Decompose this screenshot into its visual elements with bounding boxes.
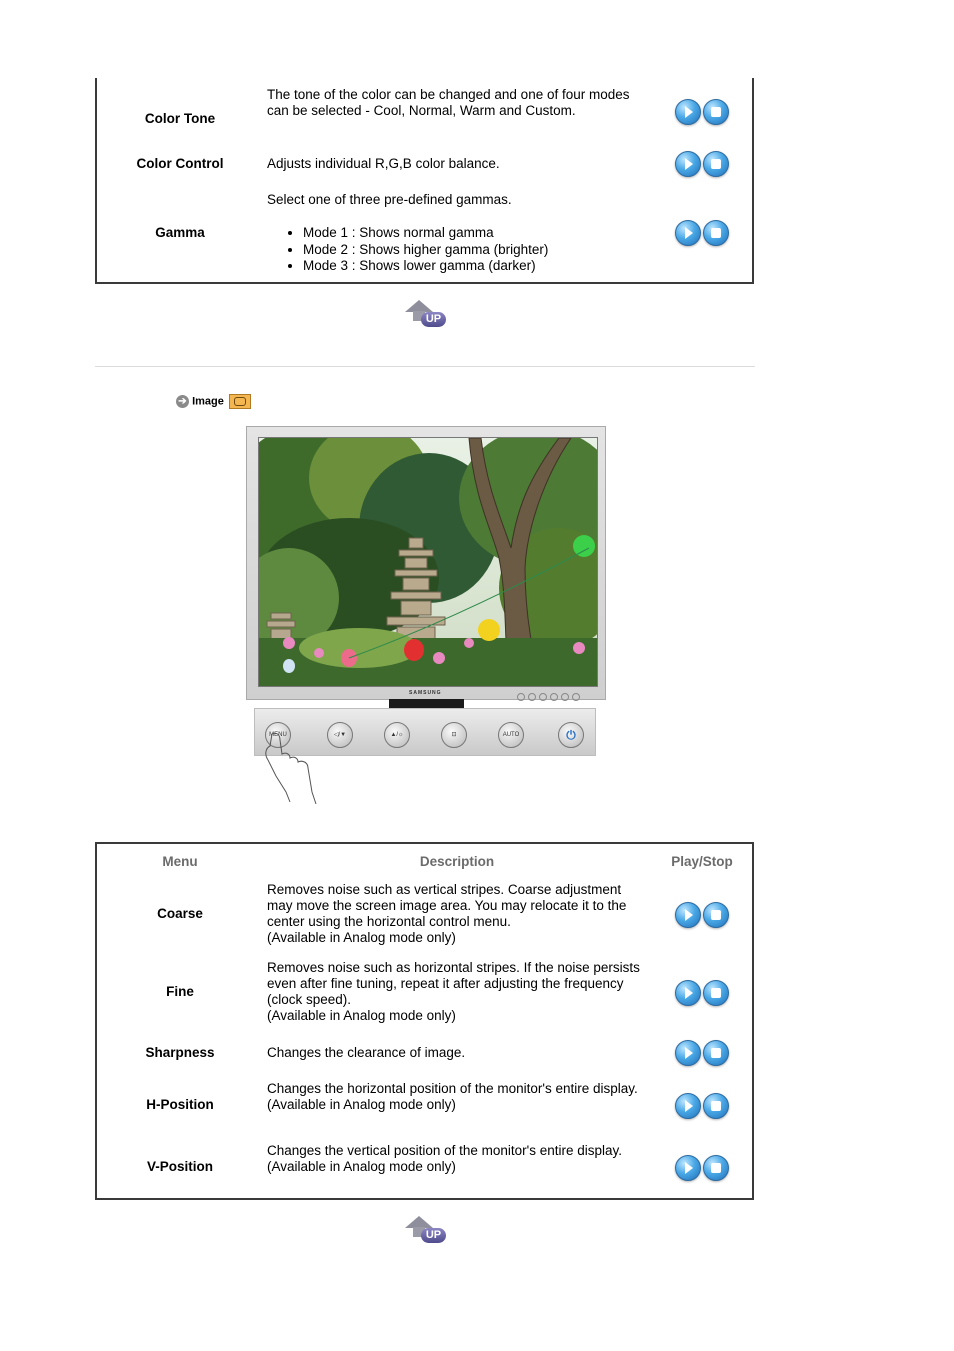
availability-note: (Available in Analog mode only): [267, 1008, 456, 1023]
description: The tone of the color can be changed and one of four modes can be selected - Cool, Normal, Warm and Custom.: [267, 87, 630, 118]
play-icon[interactable]: [675, 902, 701, 928]
list-item: • Mode 1 : Shows normal gamma: [303, 225, 647, 242]
description: Removes noise such as horizontal stripes. If the noise persists even after fine tuning, repeat it after adjusting the frequency (clock speed).: [267, 960, 640, 1007]
description-block: [267, 960, 647, 1024]
list-item: • Mode 3 : Shows lower gamma (darker): [303, 258, 647, 275]
stop-icon[interactable]: [703, 1093, 729, 1119]
stop-icon[interactable]: [703, 151, 729, 177]
play-stop-controls: [675, 902, 735, 930]
play-stop-controls: [675, 220, 735, 248]
column-header-menu: Menu: [162, 854, 198, 869]
play-icon[interactable]: [675, 1040, 701, 1066]
description: Select one of three pre-defined gammas.: [267, 192, 512, 207]
menu-label: Gamma: [155, 225, 205, 240]
stop-icon[interactable]: [703, 99, 729, 125]
play-stop-controls: [675, 151, 735, 179]
monitor-stand: [389, 699, 464, 708]
play-icon[interactable]: [675, 980, 701, 1006]
arrow-circle-icon: ➔: [176, 395, 189, 408]
menu-button: MENU: [265, 722, 291, 748]
pointing-hand-icon: [262, 732, 318, 804]
play-stop-controls: [675, 1040, 735, 1068]
description: Removes noise such as vertical stripes. Coarse adjustment may move the screen image area. You may relocate it to the center using the horizontal control menu.: [267, 882, 627, 929]
description-block: [267, 1081, 647, 1113]
back-to-top-button[interactable]: [405, 1216, 447, 1246]
monitor-illustration: [246, 426, 606, 700]
image-settings-table: [95, 842, 754, 1200]
stop-icon[interactable]: [703, 902, 729, 928]
section-heading: [176, 394, 251, 409]
description: Changes the clearance of image.: [267, 1045, 466, 1060]
menu-label: Color Tone: [144, 111, 216, 126]
play-icon[interactable]: [675, 151, 701, 177]
play-icon[interactable]: [675, 99, 701, 125]
up-label: UP: [421, 312, 446, 327]
stop-icon[interactable]: [703, 980, 729, 1006]
section-divider: [95, 366, 755, 367]
back-to-top-button[interactable]: [405, 300, 447, 330]
menu-label: Fine: [166, 984, 194, 999]
brightness-button: ▲/☼: [384, 722, 410, 748]
image-adjust-icon: [229, 394, 251, 409]
description-block: [267, 882, 647, 946]
power-button: ⏻: [558, 722, 584, 748]
column-header-playstop: Play/Stop: [671, 854, 733, 869]
list-item: • Mode 2 : Shows higher gamma (brighter): [303, 242, 647, 259]
source-button: ⊡: [441, 722, 467, 748]
menu-label: Color Control: [136, 156, 224, 171]
play-stop-controls: [675, 980, 735, 1008]
play-stop-controls: [675, 1093, 735, 1121]
description-block: [267, 1143, 647, 1175]
play-icon[interactable]: [675, 1093, 701, 1119]
color-settings-table: [95, 78, 754, 284]
gamma-mode-list: [267, 225, 647, 275]
auto-button: AUTO: [498, 722, 524, 748]
availability-note: (Available in Analog mode only): [267, 1097, 456, 1112]
play-stop-controls: [675, 99, 735, 127]
stop-icon[interactable]: [703, 220, 729, 246]
description: Changes the horizontal position of the monitor's entire display.: [267, 1081, 638, 1096]
menu-label: Sharpness: [145, 1045, 215, 1060]
down-button: ◁/▼: [327, 722, 353, 748]
menu-label: H-Position: [146, 1097, 214, 1112]
up-label: UP: [421, 1228, 446, 1243]
description: Adjusts individual R,G,B color balance.: [267, 156, 500, 171]
description-block: [267, 192, 647, 275]
section-title: Image: [192, 395, 224, 408]
stop-icon[interactable]: [703, 1155, 729, 1181]
column-header-description: Description: [419, 854, 495, 869]
brand-logo: SAMSUNG: [409, 690, 442, 696]
menu-label: V-Position: [146, 1159, 213, 1174]
monitor-front-buttons: [517, 689, 583, 704]
garden-pagoda-photo: [258, 437, 598, 687]
play-icon[interactable]: [675, 1155, 701, 1181]
menu-label: Coarse: [157, 906, 203, 921]
play-stop-controls: [675, 1155, 735, 1183]
stop-icon[interactable]: [703, 1040, 729, 1066]
availability-note: (Available in Analog mode only): [267, 930, 456, 945]
description: Changes the vertical position of the monitor's entire display.: [267, 1143, 623, 1158]
garden-scene-image: [259, 438, 597, 686]
availability-note: (Available in Analog mode only): [267, 1159, 456, 1174]
play-icon[interactable]: [675, 220, 701, 246]
